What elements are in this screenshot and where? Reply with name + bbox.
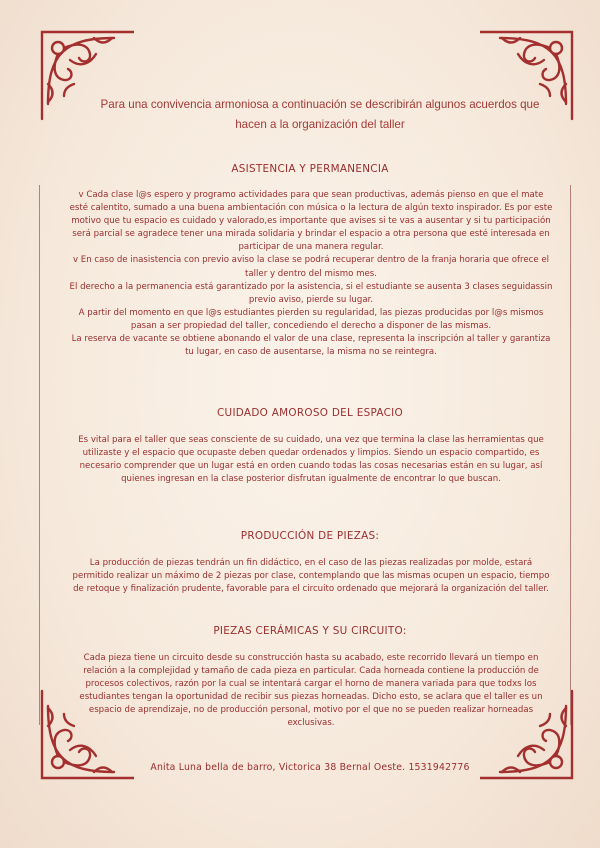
body-produccion: La producción de piezas tendrán un fin didáctico, en el caso de las piezas realizadas por molde, estará permitido realizar un máximo de 2 piezas por clase, contemplando que las mismas ocupen un espacio, tiempo de retoque y finalización prudente, favorable para el circuito ordenado que mejorará la organización del taller.	[72, 558, 550, 595]
body-asistencia	[68, 189, 554, 359]
paragraph: A partir del momento en que l@s estudiantes pierden su regularidad, las piezas producidas por l@s mismos pasan a ser propiedad del taller, concediendo el derecho a disponer de las mismas.	[78, 307, 544, 331]
right-border-line	[570, 185, 571, 725]
heading-produccion: PRODUCCIÓN DE PIEZAS:	[240, 530, 380, 542]
paragraph: La reserva de vacante se obtiene abonando el valor de una clase, representa la inscripción al taller y garantiza tu lugar, en caso de ausentarse, la misma no se reintegra.	[71, 334, 551, 358]
paragraph: El derecho a la permanencia está garantizado por la asistencia, si el estudiante se ausenta 3 clases seguidassin previo aviso, pierde su lugar.	[69, 281, 553, 305]
left-border-line	[39, 185, 40, 725]
heading-circuito: PIEZAS CERÁMICAS Y SU CIRCUITO:	[213, 625, 407, 637]
paragraph: v En caso de inasistencia con previo aviso la clase se podrá recuperar dentro de la franja horaria que ofrece el taller y dentro del mismo mes.	[72, 255, 550, 279]
intro-text: Para una convivencia armoniosa a continuación se describirán algunos acuerdos que hacen a la organización del taller	[100, 98, 540, 131]
body-circuito: Cada pieza tiene un circuito desde su construcción hasta su acabado, este recorrido llevará un tiempo en relación a la complejidad y tamaño de cada pieza en particular. Cada horneada contiene la producción de procesos colectivos, razón por la cual se intentará cargar el horno de manera variada para que todxs los estudiantes tengan la oportunidad de recibir sus piezas horneadas. Dicho esto, se aclara que el taller es un espacio de aprendizaje, no de producción personal, motivo por el que no se pueden realizar horneadas exclusivas.	[79, 653, 543, 729]
footer-contact: Anita Luna bella de barro, Victorica 38 Bernal Oeste. 1531942776	[150, 762, 470, 773]
body-cuidado: Es vital para el taller que seas consciente de su cuidado, una vez que termina la clase las herramientas que utilizaste y el espacio que ocupaste deben quedar ordenados y limpios. Siendo un espacio compartido, es necesario comprender que un lugar está en orden cuando todas las cosas necesarias están en su lugar, así quienes ingresan en la clase posterior disfrutan igualmente de encontrar lo que buscan.	[78, 435, 544, 485]
heading-cuidado: CUIDADO AMOROSO DEL ESPACIO	[216, 407, 403, 419]
paragraph: v Cada clase l@s espero y programo actividades para que sean productivas, además pienso en que el mate esté calentito, sumado a una buena ambientación con música o la lectura de algún texto inspirador. Es por este motivo que tu espacio es cuidado y valorado,es importante que avises si te vas a ausentar y si tu participación será parcial se agradece tener una mirada solidaria y brindar el espacio a otra persona que esté interesada en participar de una manera regular.	[69, 190, 553, 253]
heading-asistencia: ASISTENCIA Y PERMANENCIA	[231, 163, 389, 175]
